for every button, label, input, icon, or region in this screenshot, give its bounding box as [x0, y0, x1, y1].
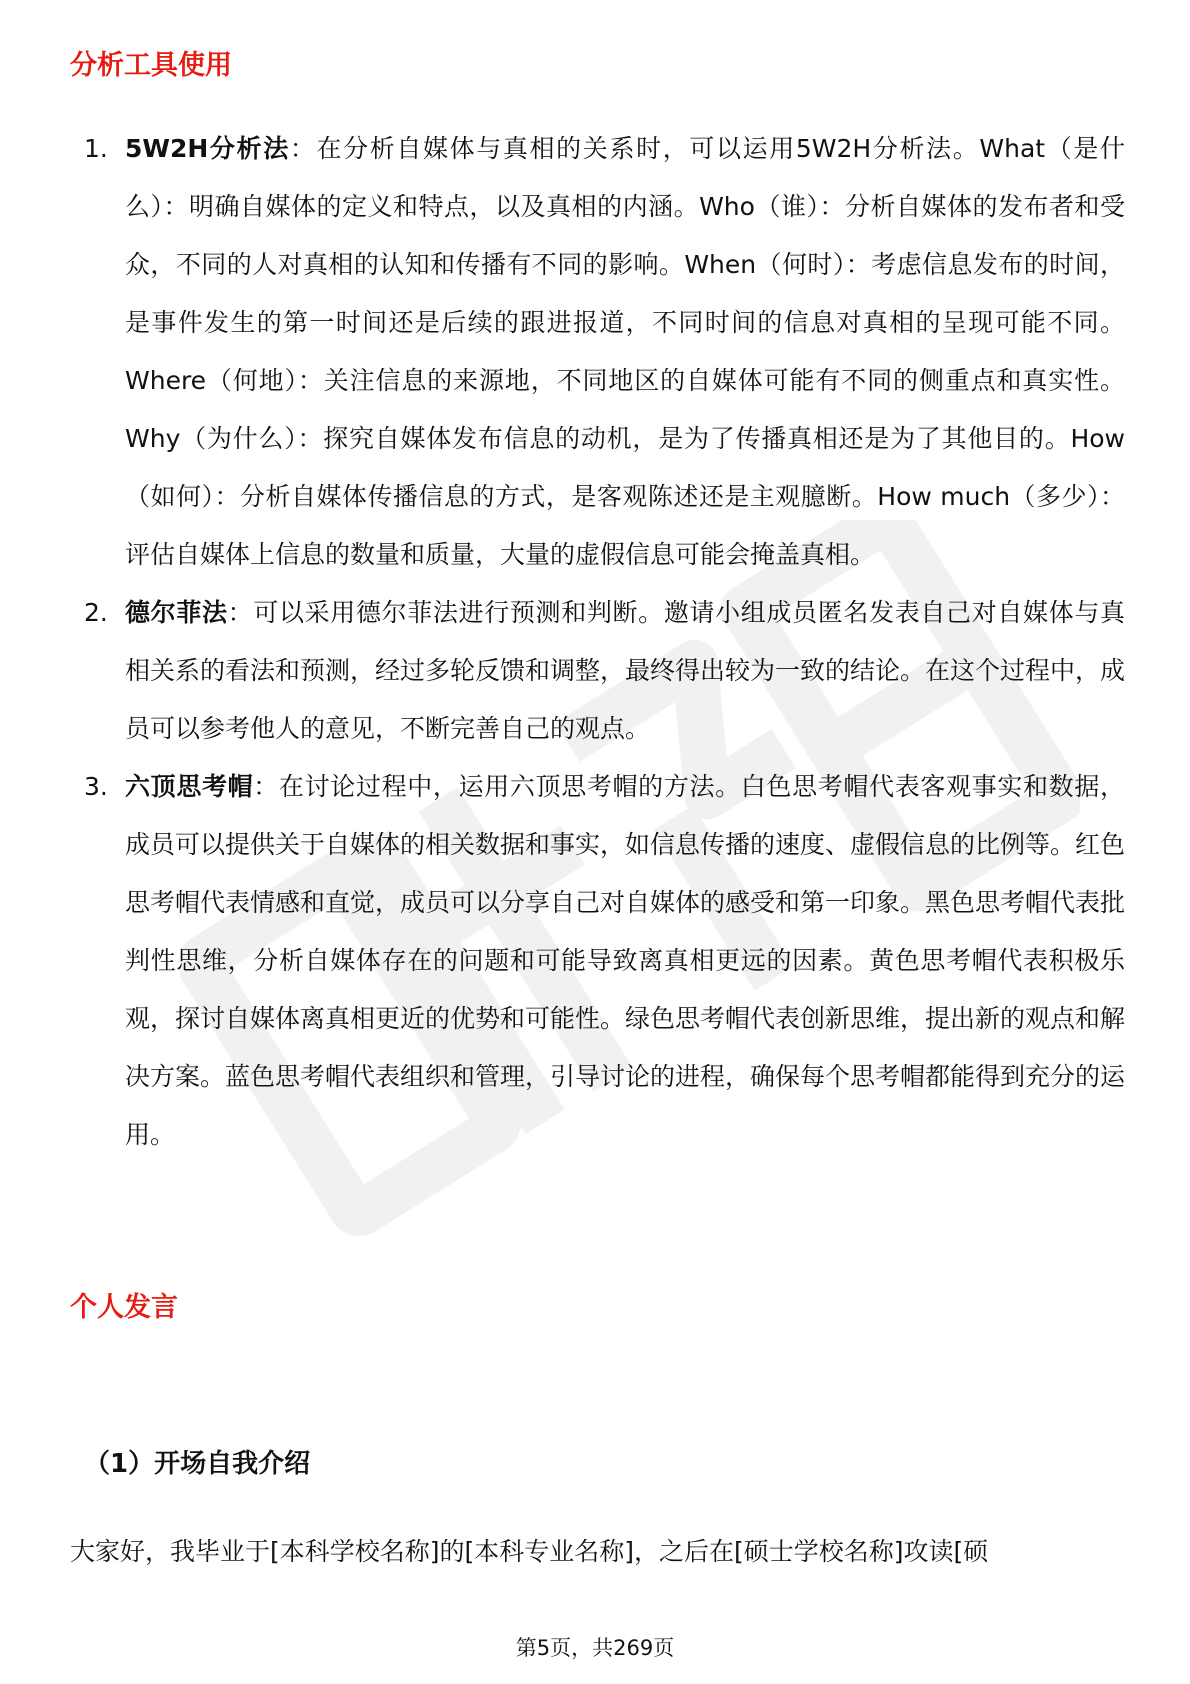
list-item-paragraph	[125, 758, 1125, 1164]
intro-paragraph: 大家好，我毕业于[本科学校名称]的[本科专业名称]，之后在[硕士学校名称]攻读[硕	[70, 1537, 989, 1566]
subheading-self-intro: （1）开场自我介绍	[84, 1449, 311, 1479]
list-item-text: 可以采用德尔菲法进行预测和判断。邀请小组成员匿名发表自己对自媒体与真相关系的看法和预测，经过多轮反馈和调整，最终得出较为一致的结论。在这个过程中，成员可以参考他人的意见，不断完善自己的观点。	[125, 598, 1126, 743]
list-item-term: 六顶思考帽	[125, 772, 254, 801]
list-item-number: 1.	[84, 134, 108, 163]
term-colon: ：	[289, 134, 317, 163]
list-item-number: 3.	[84, 772, 108, 801]
term-colon: ：	[253, 772, 279, 801]
list-item-text: 在分析自媒体与真相的关系时，可以运用5W2H分析法。What（是什么）：明确自媒体的定义和特点，以及真相的内涵。Who（谁）：分析自媒体的发布者和受众，不同的人对真相的认知和传播有不同的影响。When（何时）：考虑信息发布的时间，是事件发生的第一时间还是后续的跟进报道，不同时间的信息对真相的呈现可能不同。Where（何地）：关注信息的来源地，不同地区的自媒体可能有不同的侧重点和真实性。Why（为什么）：探究自媒体发布信息的动机，是为了传播真相还是为了其他目的。How（如何）：分析自媒体传播信息的方式，是客观陈述还是主观臆断。How much（多少）：评估自媒体上信息的数量和质量，大量的虚假信息可能会掩盖真相。	[125, 134, 1125, 569]
list-item-six-hats	[0, 758, 1190, 1164]
section-heading-personal-speech: 个人发言	[70, 1292, 178, 1323]
page-footer: 第5页，共269页	[515, 1636, 675, 1660]
list-item-number: 2.	[84, 598, 108, 627]
analysis-tools-list	[0, 120, 1190, 1164]
list-item-5w2h	[0, 120, 1190, 584]
list-item-paragraph	[125, 120, 1125, 584]
list-item-delphi	[0, 584, 1190, 758]
term-colon: ：	[227, 598, 254, 627]
list-item-paragraph	[125, 584, 1125, 758]
list-item-term: 5W2H分析法	[125, 134, 290, 163]
list-item-text: 在讨论过程中，运用六顶思考帽的方法。白色思考帽代表客观事实和数据，成员可以提供关于自媒体的相关数据和事实，如信息传播的速度、虚假信息的比例等。红色思考帽代表情感和直觉，成员可以分享自己对自媒体的感受和第一印象。黑色思考帽代表批判性思维，分析自媒体存在的问题和可能导致离真相更远的因素。黄色思考帽代表积极乐观，探讨自媒体离真相更近的优势和可能性。绿色思考帽代表创新思维，提出新的观点和解决方案。蓝色思考帽代表组织和管理，引导讨论的进程，确保每个思考帽都能得到充分的运用。	[125, 772, 1126, 1149]
list-item-term: 德尔菲法	[125, 598, 228, 627]
section-heading-analysis-tools: 分析工具使用	[70, 50, 232, 81]
